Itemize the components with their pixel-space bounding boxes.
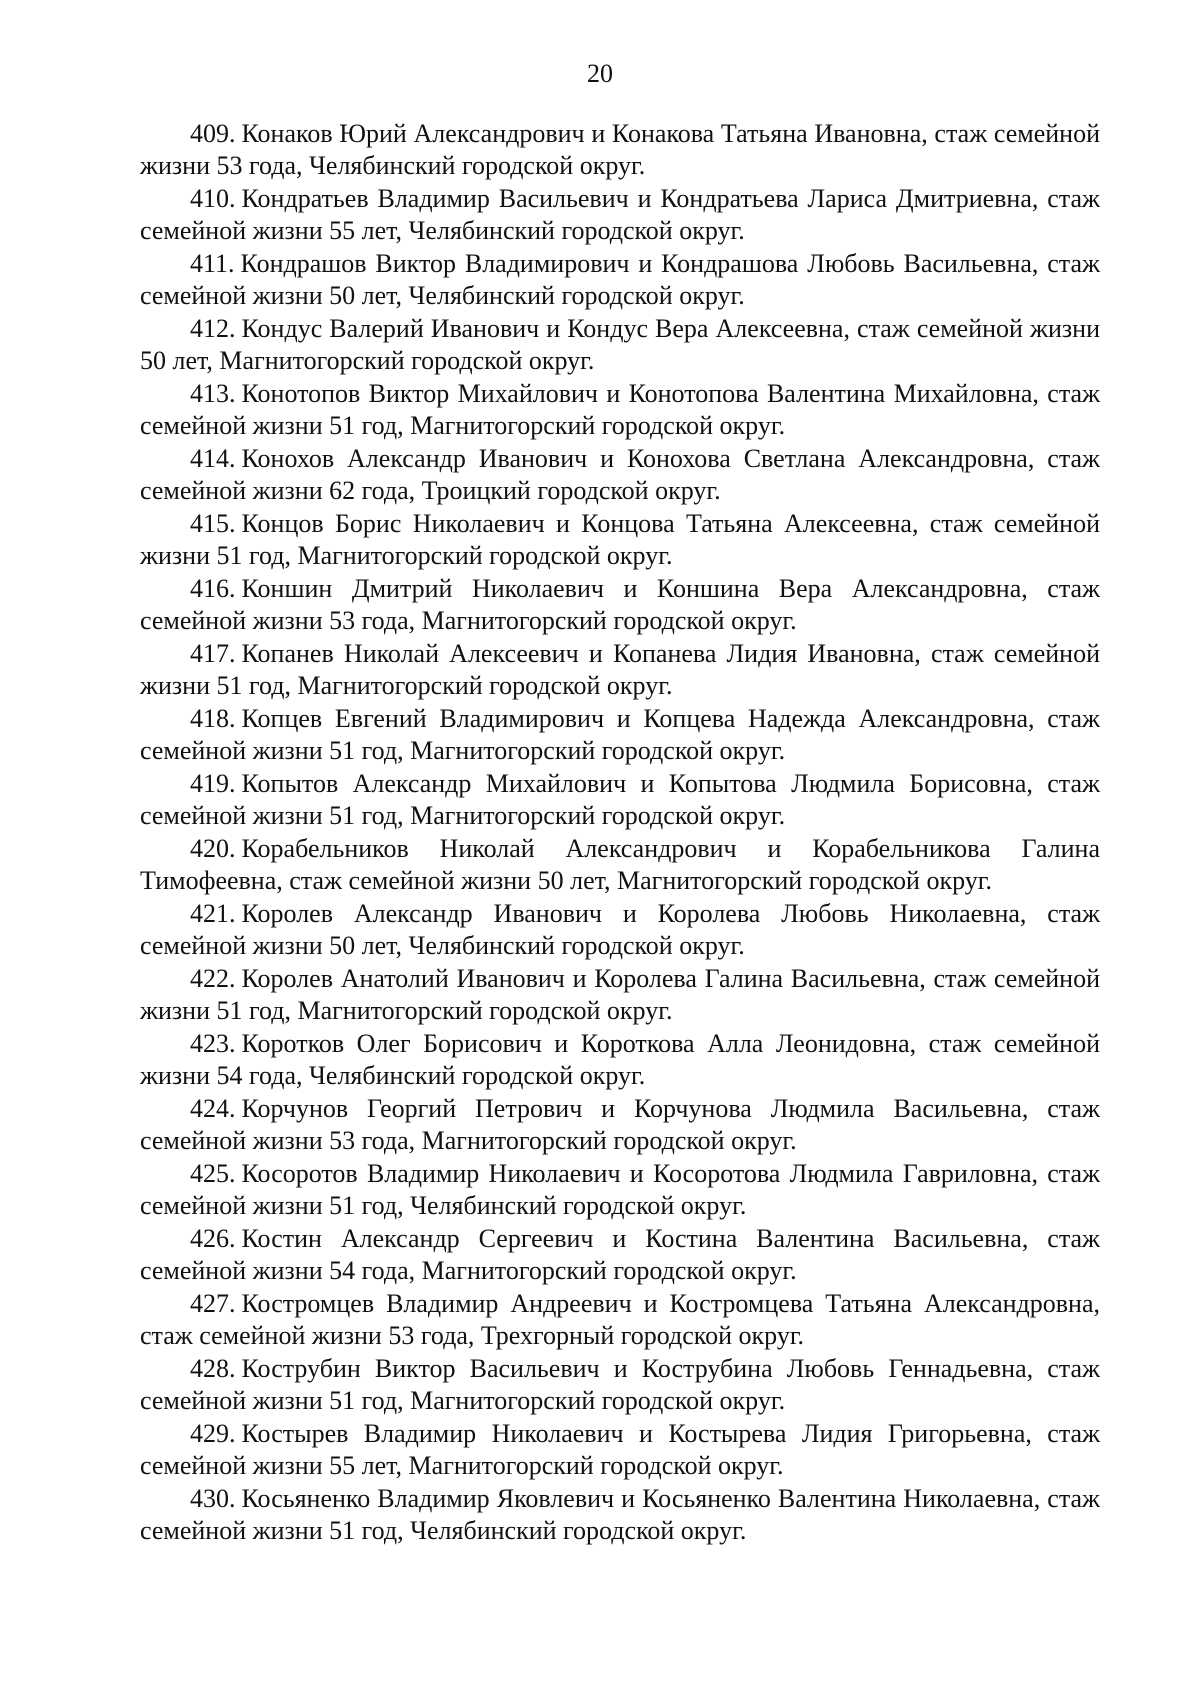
- list-item: [140, 1223, 1100, 1287]
- item-text: Кондрашов Виктор Владимирович и Кондрашова Любовь Васильевна, стаж семейной жизни 50 лет, Челябинский городской округ.: [140, 249, 1100, 310]
- item-text: Королев Анатолий Иванович и Королева Галина Васильевна, стаж семейной жизни 51 год, Магнитогорский городской округ.: [140, 964, 1100, 1025]
- item-number: 412.: [190, 314, 236, 343]
- item-text: Копытов Александр Михайлович и Копытова Людмила Борисовна, стаж семейной жизни 51 год, Магнитогорский городской округ.: [140, 769, 1100, 830]
- item-text: Королев Александр Иванович и Королева Любовь Николаевна, стаж семейной жизни 50 лет, Челябинский городской округ.: [140, 899, 1100, 960]
- item-text: Кондус Валерий Иванович и Кондус Вера Алексеевна, стаж семейной жизни 50 лет, Магнитогорский городской округ.: [140, 314, 1100, 375]
- list-item: [140, 183, 1100, 247]
- item-text: Копцев Евгений Владимирович и Копцева Надежда Александровна, стаж семейной жизни 51 год, Магнитогорский городской округ.: [140, 704, 1100, 765]
- item-number: 424.: [190, 1094, 236, 1123]
- list-item: [140, 898, 1100, 962]
- item-number: 430.: [190, 1484, 236, 1513]
- list-item: [140, 768, 1100, 832]
- list-item: [140, 703, 1100, 767]
- list-item: [140, 1353, 1100, 1417]
- list-item: [140, 443, 1100, 507]
- item-number: 426.: [190, 1224, 236, 1253]
- item-number: 429.: [190, 1419, 236, 1448]
- item-number: 425.: [190, 1159, 236, 1188]
- item-number: 428.: [190, 1354, 236, 1383]
- item-text: Конохов Александр Иванович и Конохова Светлана Александровна, стаж семейной жизни 62 года, Троицкий городской округ.: [140, 444, 1100, 505]
- item-text: Концов Борис Николаевич и Концова Татьяна Алексеевна, стаж семейной жизни 51 год, Магнитогорский городской округ.: [140, 509, 1100, 570]
- item-text: Косьяненко Владимир Яковлевич и Косьяненко Валентина Николаевна, стаж семейной жизни 51 год, Челябинский городской округ.: [140, 1484, 1100, 1545]
- item-number: 427.: [190, 1289, 236, 1318]
- list-item: [140, 118, 1100, 182]
- item-number: 418.: [190, 704, 236, 733]
- item-text: Коротков Олег Борисович и Короткова Алла Леонидовна, стаж семейной жизни 54 года, Челябинский городской округ.: [140, 1029, 1100, 1090]
- item-number: 415.: [190, 509, 236, 538]
- list-item: [140, 1093, 1100, 1157]
- item-number: 410.: [190, 184, 236, 213]
- item-number: 409.: [190, 119, 236, 148]
- item-text: Корчунов Георгий Петрович и Корчунова Людмила Васильевна, стаж семейной жизни 53 года, Магнитогорский городской округ.: [140, 1094, 1100, 1155]
- item-number: 411.: [190, 249, 235, 278]
- list-item: [140, 378, 1100, 442]
- item-number: 413.: [190, 379, 236, 408]
- list-item: [140, 573, 1100, 637]
- item-text: Корабельников Николай Александрович и Корабельникова Галина Тимофеевна, стаж семейной жизни 50 лет, Магнитогорский городской округ.: [140, 834, 1100, 895]
- item-text: Кондратьев Владимир Васильевич и Кондратьева Лариса Дмитриевна, стаж семейной жизни 55 лет, Челябинский городской округ.: [140, 184, 1100, 245]
- item-text: Костин Александр Сергеевич и Костина Валентина Васильевна, стаж семейной жизни 54 года, Магнитогорский городской округ.: [140, 1224, 1100, 1285]
- item-text: Копанев Николай Алексеевич и Копанева Лидия Ивановна, стаж семейной жизни 51 год, Магнитогорский городской округ.: [140, 639, 1100, 700]
- entries-list: [140, 118, 1100, 1548]
- list-item: [140, 638, 1100, 702]
- list-item: [140, 1483, 1100, 1547]
- list-item: [140, 508, 1100, 572]
- item-text: Коншин Дмитрий Николаевич и Коншина Вера Александровна, стаж семейной жизни 53 года, Магнитогорский городской округ.: [140, 574, 1100, 635]
- page-number: 20: [587, 59, 613, 88]
- list-item: [140, 1418, 1100, 1482]
- list-item: [140, 313, 1100, 377]
- item-text: Конотопов Виктор Михайлович и Конотопова Валентина Михайловна, стаж семейной жизни 51 год, Магнитогорский городской округ.: [140, 379, 1100, 440]
- item-number: 421.: [190, 899, 236, 928]
- item-text: Кострубин Виктор Васильевич и Кострубина Любовь Геннадьевна, стаж семейной жизни 51 год, Магнитогорский городской округ.: [140, 1354, 1100, 1415]
- item-number: 416.: [190, 574, 236, 603]
- item-number: 419.: [190, 769, 236, 798]
- item-text: Костромцев Владимир Андреевич и Костромцева Татьяна Александровна, стаж семейной жизни 53 года, Трехгорный городской округ.: [140, 1289, 1100, 1350]
- item-text: Конаков Юрий Александрович и Конакова Татьяна Ивановна, стаж семейной жизни 53 года, Челябинский городской округ.: [140, 119, 1100, 180]
- list-item: [140, 1288, 1100, 1352]
- item-number: 420.: [190, 834, 236, 863]
- item-text: Костырев Владимир Николаевич и Костырева Лидия Григорьевна, стаж семейной жизни 55 лет, Магнитогорский городской округ.: [140, 1419, 1100, 1480]
- list-item: [140, 963, 1100, 1027]
- list-item: [140, 1158, 1100, 1222]
- list-item: [140, 248, 1100, 312]
- list-item: [140, 833, 1100, 897]
- list-item: [140, 1028, 1100, 1092]
- item-text: Косоротов Владимир Николаевич и Косоротова Людмила Гавриловна, стаж семейной жизни 51 год, Челябинский городской округ.: [140, 1159, 1100, 1220]
- item-number: 423.: [190, 1029, 236, 1058]
- item-number: 422.: [190, 964, 236, 993]
- item-number: 417.: [190, 639, 236, 668]
- item-number: 414.: [190, 444, 236, 473]
